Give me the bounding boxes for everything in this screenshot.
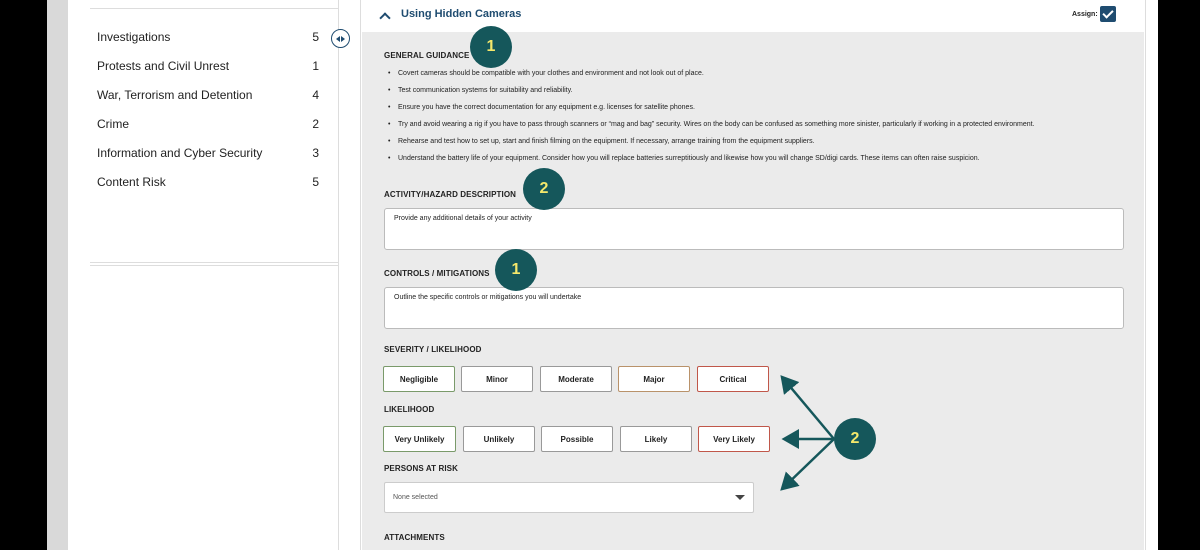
severity-negligible-button[interactable]: Negligible xyxy=(383,366,455,392)
sidebar-divider-mid xyxy=(90,262,338,266)
controls-heading: CONTROLS / MITIGATIONS xyxy=(384,269,490,278)
list-item: • Covert cameras should be compatible with your clothes and environment and not look out of place. xyxy=(388,69,1128,86)
caret-down-icon xyxy=(735,495,745,500)
sidebar-item-protests[interactable] xyxy=(97,56,319,76)
sidebar-item-investigations[interactable] xyxy=(97,27,319,47)
sidebar-item-count: 3 xyxy=(312,146,319,160)
activity-description-input[interactable]: Provide any additional details of your activity xyxy=(384,208,1124,250)
persons-at-risk-heading: PERSONS AT RISK xyxy=(384,464,458,473)
general-guidance-heading: GENERAL GUIDANCE xyxy=(384,51,470,60)
list-item: • Ensure you have the correct documentation for any equipment e.g. licenses for satellite phones. xyxy=(388,103,1128,120)
sidebar-item-count: 1 xyxy=(312,59,319,73)
controls-mitigations-input[interactable]: Outline the specific controls or mitigations you will undertake xyxy=(384,287,1124,329)
list-item: • Rehearse and test how to set up, start and finish filming on the equipment. If necessary, arrange training from the equipment suppliers. xyxy=(388,137,1128,154)
arrow-right-icon xyxy=(341,36,345,42)
sidebar-item-cyber-security[interactable] xyxy=(97,143,319,163)
sidebar-item-label: Content Risk xyxy=(97,175,166,189)
annotation-badge-1: 1 xyxy=(495,249,537,291)
sidebar-border xyxy=(338,0,339,550)
arrow-left-icon xyxy=(336,36,340,42)
list-item: • Try and avoid wearing a rig if you have to pass through scanners or “mag and bag” security. Wires on the body can be confused as something more sinister, particularly if working in a protected environment. xyxy=(388,120,1128,137)
activity-heading: ACTIVITY/HAZARD DESCRIPTION xyxy=(384,190,517,199)
sidebar-item-count: 4 xyxy=(312,88,319,102)
severity-minor-button[interactable]: Minor xyxy=(461,366,533,392)
list-item: • Understand the battery life of your equipment. Consider how you will replace batteries surreptitiously and likewise how you will change SD/digi cards. These items can often raise suspicion. xyxy=(388,154,1128,171)
select-value: None selected xyxy=(393,494,438,501)
likelihood-likely-button[interactable]: Likely xyxy=(620,426,692,452)
likelihood-unlikely-button[interactable]: Unlikely xyxy=(463,426,535,452)
attachments-heading: ATTACHMENTS xyxy=(384,533,445,542)
likelihood-very-likely-button[interactable]: Very Likely xyxy=(698,426,770,452)
collapse-toggle-button[interactable] xyxy=(331,29,350,48)
sidebar-item-label: Protests and Civil Unrest xyxy=(97,59,230,73)
sidebar-item-label: Information and Cyber Security xyxy=(97,146,263,160)
list-item: • Test communication systems for suitability and reliability. xyxy=(388,86,1128,103)
sidebar-item-label: War, Terrorism and Detention xyxy=(97,88,253,102)
severity-critical-button[interactable]: Critical xyxy=(697,366,769,392)
sidebar-item-war-terrorism[interactable] xyxy=(97,85,319,105)
sidebar-item-content-risk[interactable] xyxy=(97,172,319,192)
sidebar-item-crime[interactable] xyxy=(97,114,319,134)
severity-major-button[interactable]: Major xyxy=(618,366,690,392)
annotation-badge-2: 2 xyxy=(523,168,565,210)
sidebar-item-label: Investigations xyxy=(97,30,171,44)
severity-heading: SEVERITY / LIKELIHOOD xyxy=(384,345,482,354)
sidebar-item-label: Crime xyxy=(97,117,129,131)
likelihood-heading: LIKELIHOOD xyxy=(384,405,435,414)
sidebar-item-count: 5 xyxy=(312,30,319,44)
category-sidebar xyxy=(90,0,338,550)
persons-at-risk-select[interactable] xyxy=(384,482,754,513)
guidance-list xyxy=(388,69,1128,171)
assign-checkbox[interactable] xyxy=(1100,6,1116,22)
sidebar-divider-top xyxy=(90,8,338,9)
likelihood-very-unlikely-button[interactable]: Very Unlikely xyxy=(383,426,456,452)
sidebar-item-count: 2 xyxy=(312,117,319,131)
sidebar-item-count: 5 xyxy=(312,175,319,189)
panel-title[interactable]: Using Hidden Cameras xyxy=(401,8,522,20)
likelihood-possible-button[interactable]: Possible xyxy=(541,426,613,452)
assign-label: Assign: xyxy=(1072,11,1098,18)
severity-moderate-button[interactable]: Moderate xyxy=(540,366,612,392)
annotation-badge-2: 2 xyxy=(834,418,876,460)
annotation-badge-1: 1 xyxy=(470,26,512,68)
